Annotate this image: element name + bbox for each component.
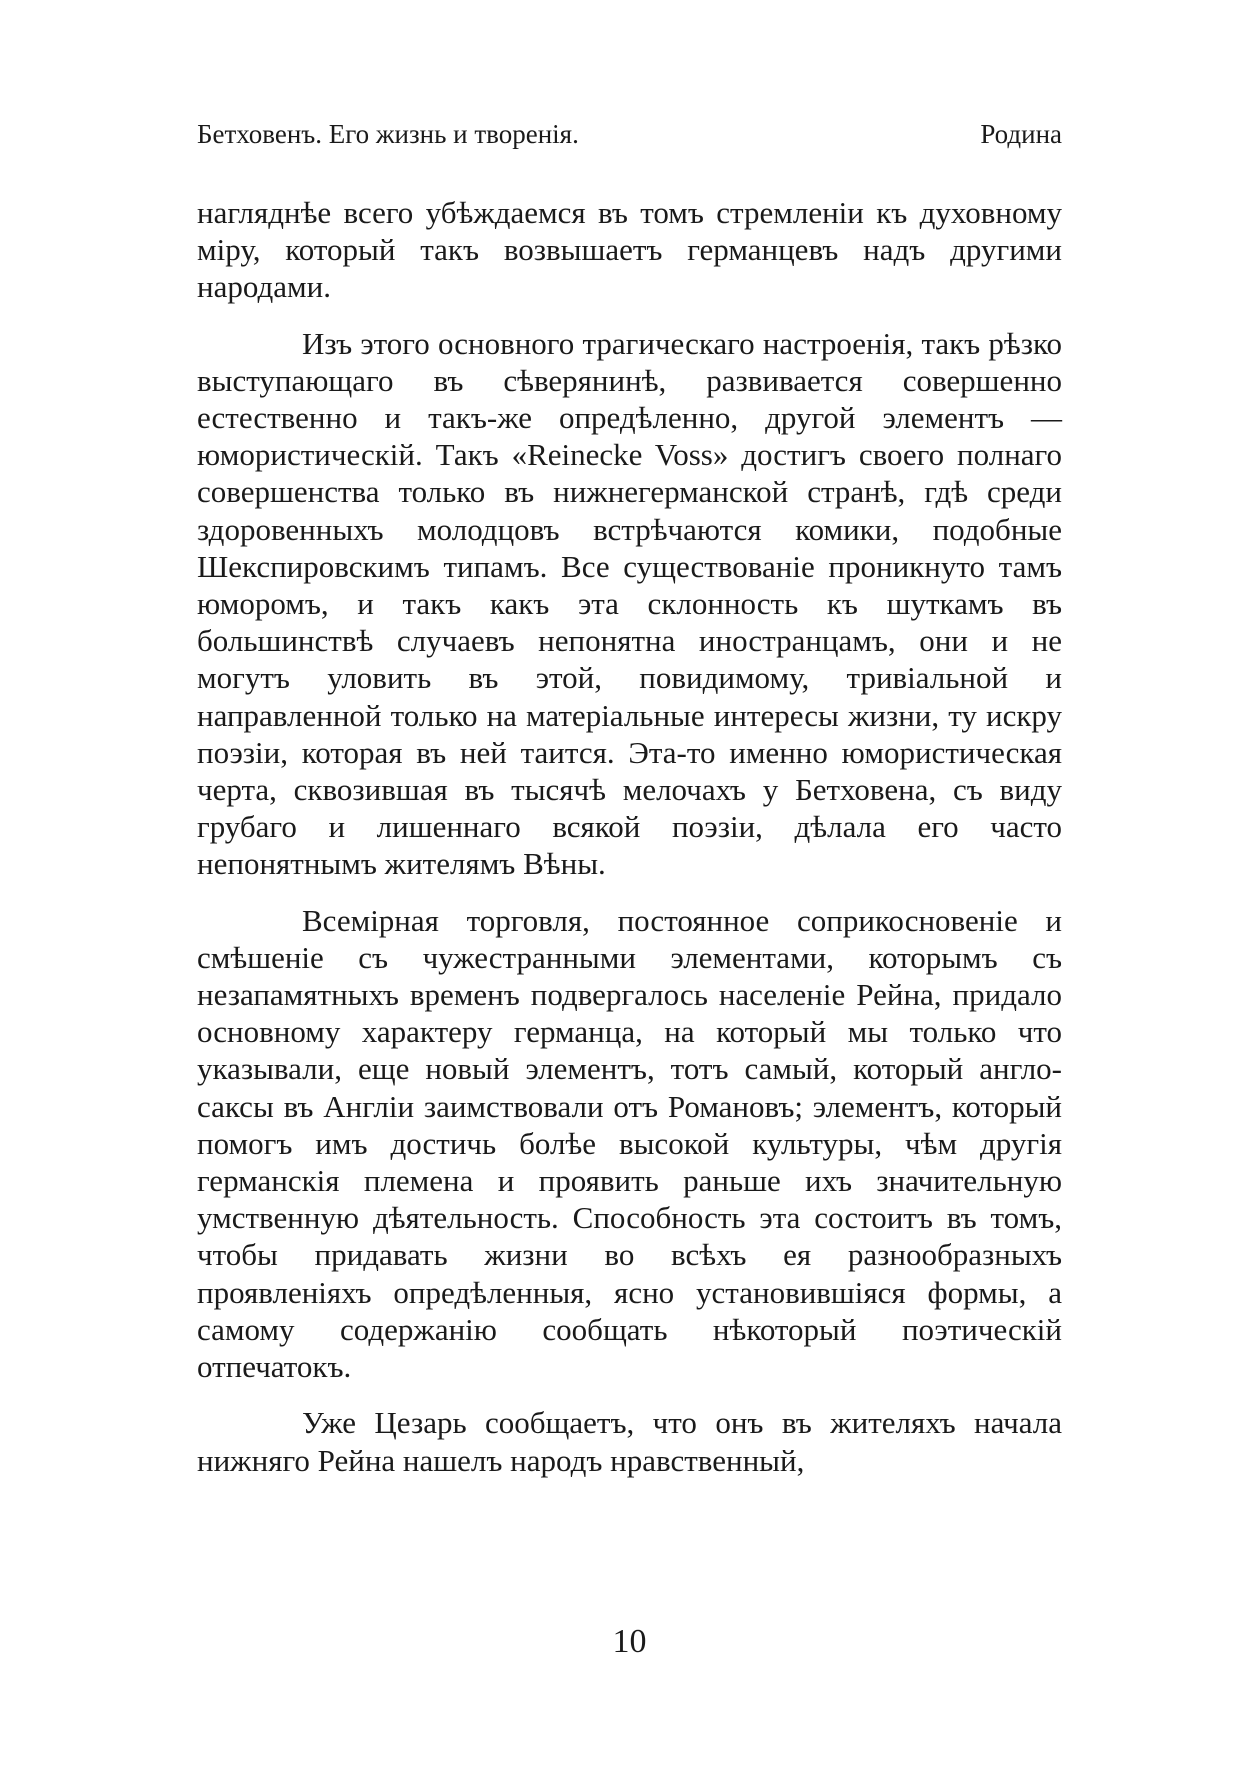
running-header	[197, 118, 1062, 150]
paragraph-4: Уже Цезарь сообщаетъ, что онъ въ жителяхъ начала нижняго Рейна нашелъ народъ нравственный,	[197, 1405, 1062, 1478]
body-text	[197, 194, 1062, 1498]
page-number: 10	[612, 1623, 647, 1660]
paragraph-1: нагляднѣе всего убѣждаемся въ томъ стремленіи къ духовному міру, который такъ возвышаетъ германцевъ надъ другими народами.	[197, 195, 1062, 305]
paragraph-2: Изъ этого основного трагическаго настроенія, такъ рѣзко выступающаго въ сѣверянинѣ, развивается совершенно естественно и такъ-же опредѣленно, другой элементъ — юмористическій. Такъ «Reinecke Voss» достигъ своего полнаго совершенства только въ нижнегерманской странѣ, гдѣ среди здоровенныхъ молодцовъ встрѣчаются комики, подобные Шекспировскимъ типамъ. Все существованіе проникнуто тамъ юморомъ, и такъ какъ эта склонность къ шуткамъ въ большинствѣ случаевъ непонятна иностранцамъ, они и не могутъ уловить въ этой, повидимому, тривіальной и направленной только на матеріальные интересы жизни, ту искру поэзіи, которая въ ней таится. Эта-то именно юмористическая черта, сквозившая въ тысячѣ мелочахъ у Бетховена, съ виду грубаго и лишеннаго всякой поэзіи, дѣлала его часто непонятнымъ жителямъ Вѣны.	[197, 325, 1062, 882]
paragraph-3: Всемірная торговля, постоянное соприкосновеніе и смѣшеніе съ чужестранными элементами, которымъ съ незапамятныхъ временъ подвергалось населеніе Рейна, придало основному характеру германца, на который мы только что указывали, еще новый элементъ, тотъ самый, который англо-саксы въ Англіи заимствовали отъ Романовъ; элементъ, который помогъ имъ достичь болѣе высокой культуры, чѣм другія германскія племена и проявить раньше ихъ значительную умственную дѣятельность. Способность эта состоитъ въ томъ, чтобы придавать жизни во всѣхъ ея разнообразныхъ проявленіяхъ опредѣленныя, ясно установившіяся формы, а самому содержанію сообщать нѣкоторый поэтическій отпечатокъ.	[197, 902, 1062, 1385]
header-author: Родина	[980, 119, 1062, 149]
header-book-title: Бетховенъ. Его жизнь и творенія.	[197, 119, 579, 149]
